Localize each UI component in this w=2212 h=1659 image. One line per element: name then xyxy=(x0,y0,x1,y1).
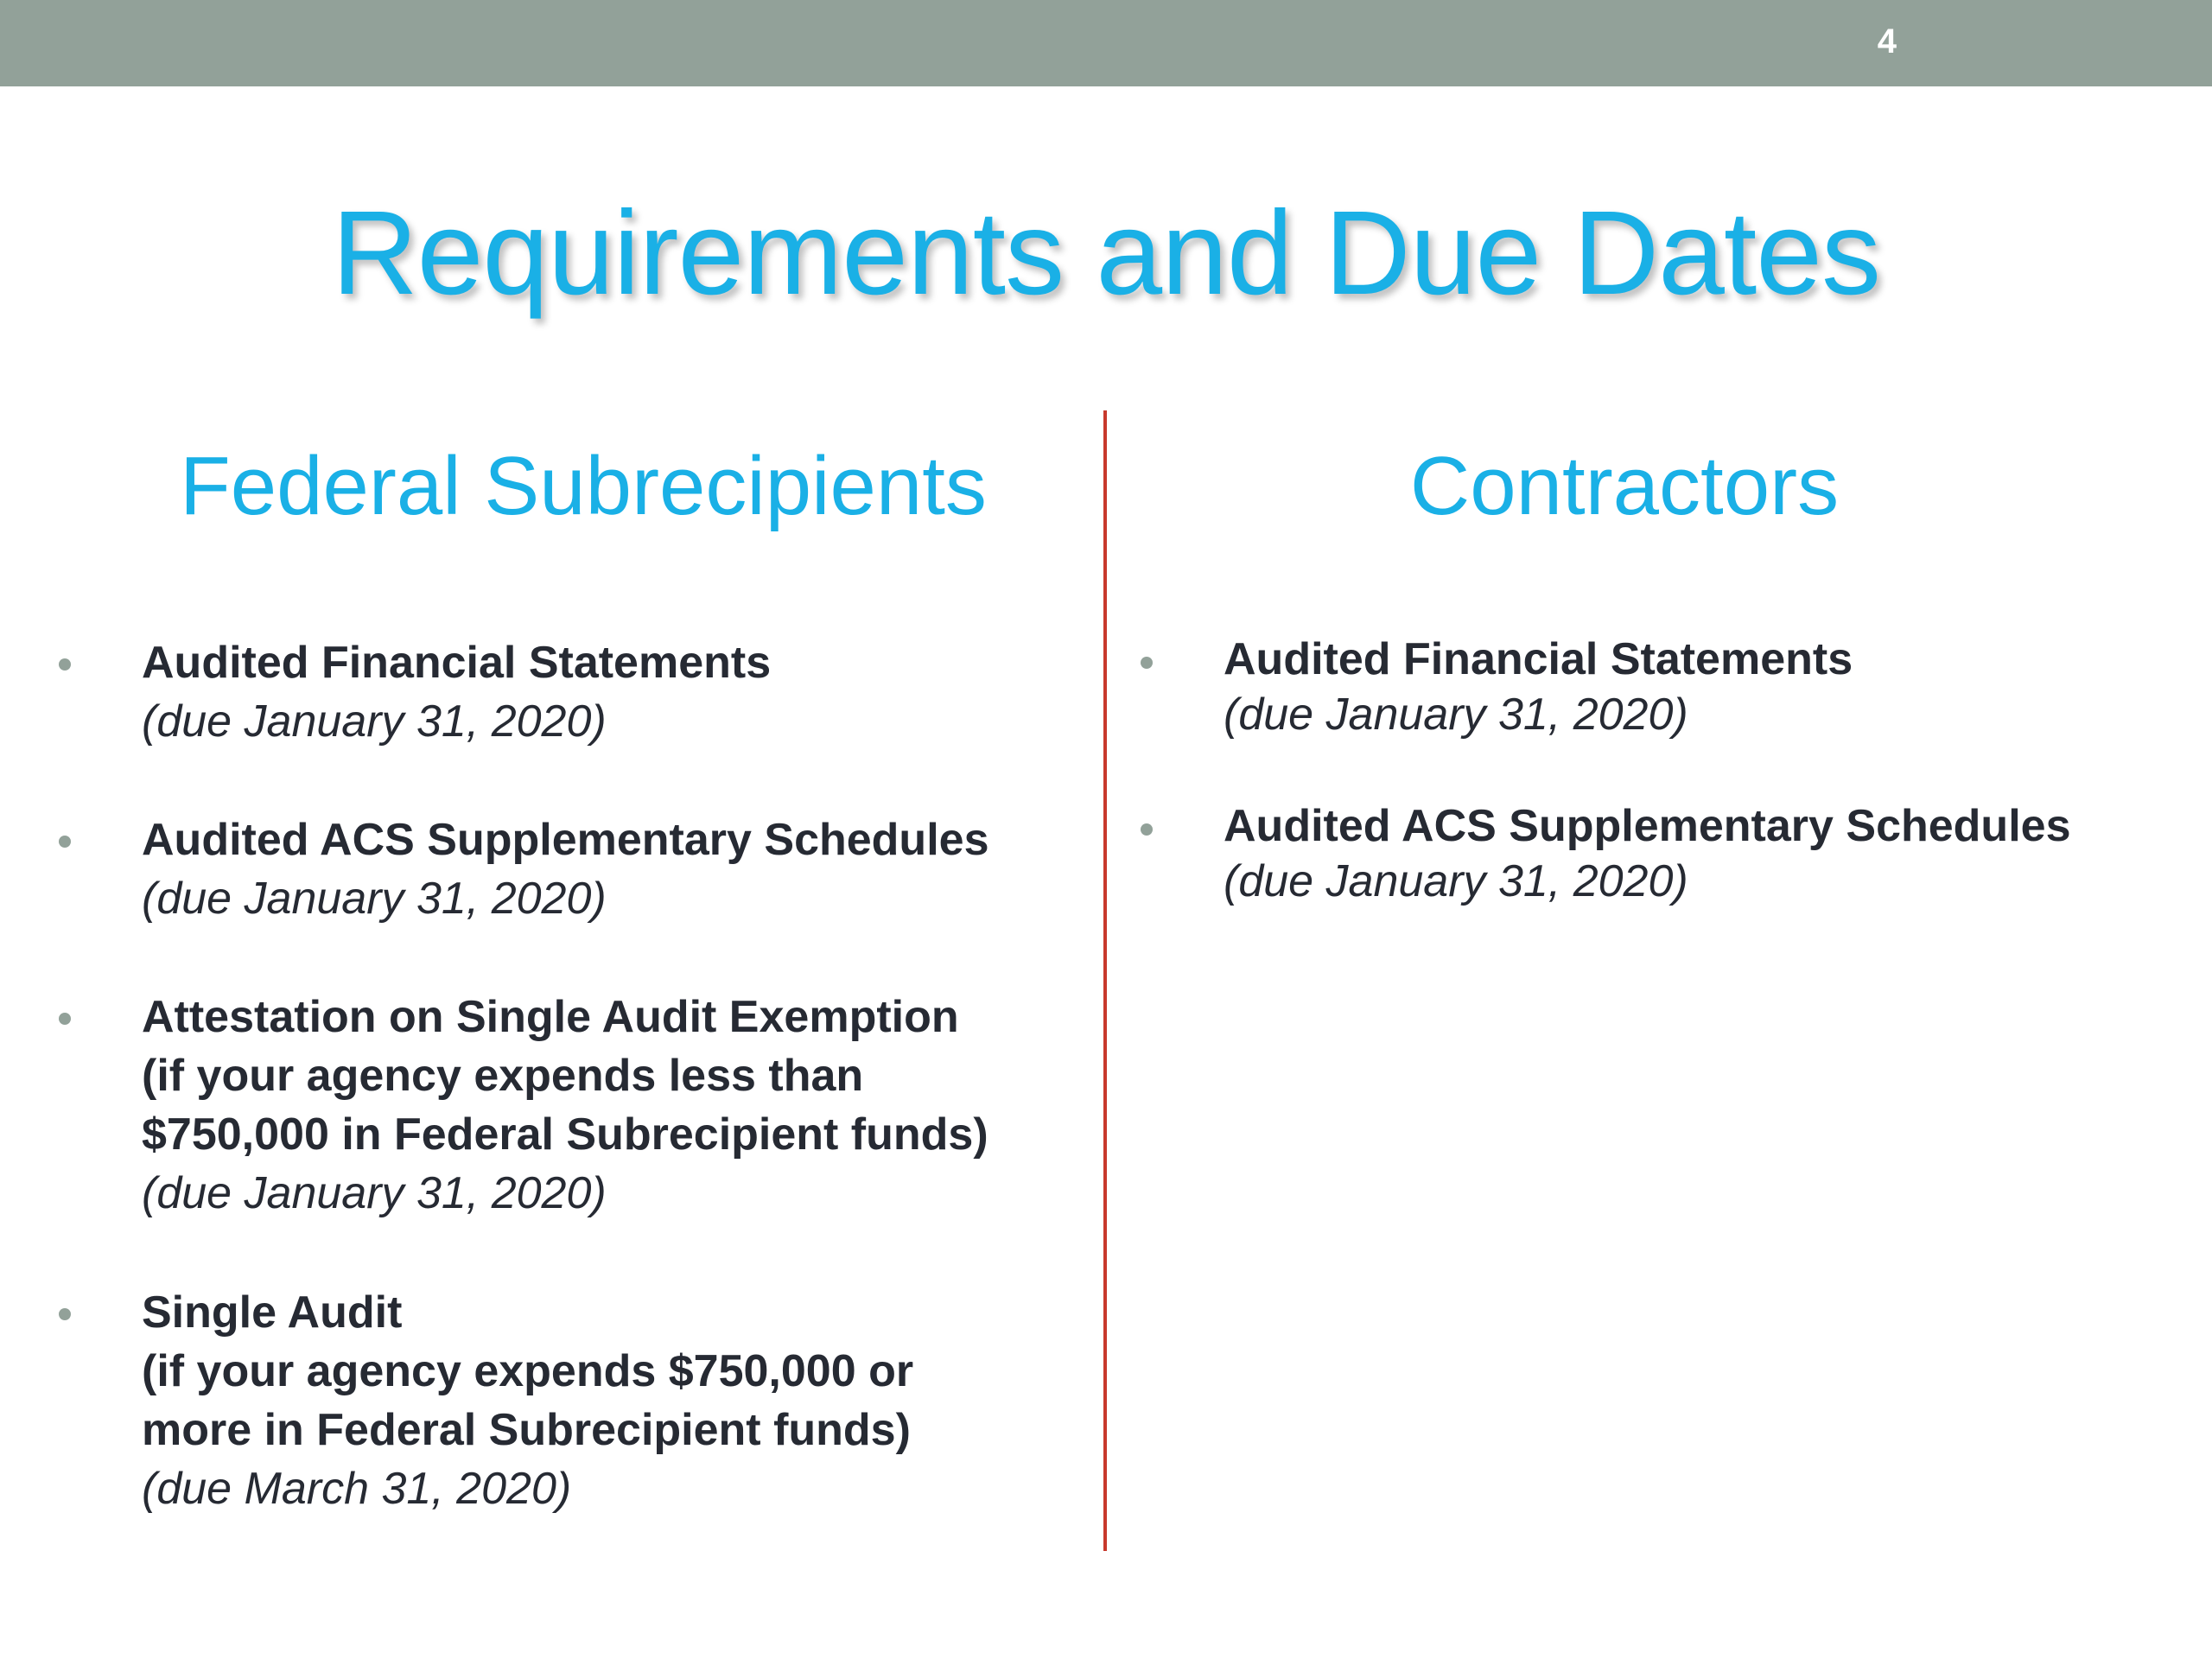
due-date: (due January 31, 2020) xyxy=(142,696,607,747)
due-date: (due January 31, 2020) xyxy=(1224,690,1688,740)
requirement-condition: $750,000 in Federal Subrecipient funds) xyxy=(142,1109,988,1160)
due-date: (due January 31, 2020) xyxy=(142,1168,607,1218)
due-date: (due January 31, 2020) xyxy=(1224,856,1688,906)
bullet-icon xyxy=(59,658,71,671)
requirement-title: Audited Financial Statements xyxy=(142,638,772,688)
bullet-icon xyxy=(59,836,71,848)
requirement-condition: (if your agency expends $750,000 or xyxy=(142,1346,914,1396)
bullet-icon xyxy=(1141,657,1153,669)
bullet-icon xyxy=(59,1013,71,1025)
bullet-icon xyxy=(1141,823,1153,836)
bullet-icon xyxy=(59,1308,71,1320)
due-date: (due March 31, 2020) xyxy=(142,1464,572,1514)
due-date: (due January 31, 2020) xyxy=(142,874,607,924)
requirement-title: Single Audit xyxy=(142,1287,403,1338)
requirement-title: Audited ACS Supplementary Schedules xyxy=(1224,801,2071,851)
requirement-condition: (if your agency expends less than xyxy=(142,1051,864,1101)
column-divider xyxy=(1103,410,1107,1551)
requirement-title: Attestation on Single Audit Exemption xyxy=(142,992,959,1042)
federal-subrecipients-heading: Federal Subrecipients xyxy=(180,440,987,532)
header-bar xyxy=(0,0,2212,86)
contractors-heading: Contractors xyxy=(1409,440,1840,532)
requirement-condition: more in Federal Subrecipient funds) xyxy=(142,1405,911,1455)
page-number: 4 xyxy=(1877,22,1897,60)
slide-title: Requirements and Due Dates xyxy=(332,187,1880,320)
requirement-title: Audited Financial Statements xyxy=(1224,634,1853,684)
requirement-title: Audited ACS Supplementary Schedules xyxy=(142,815,989,865)
